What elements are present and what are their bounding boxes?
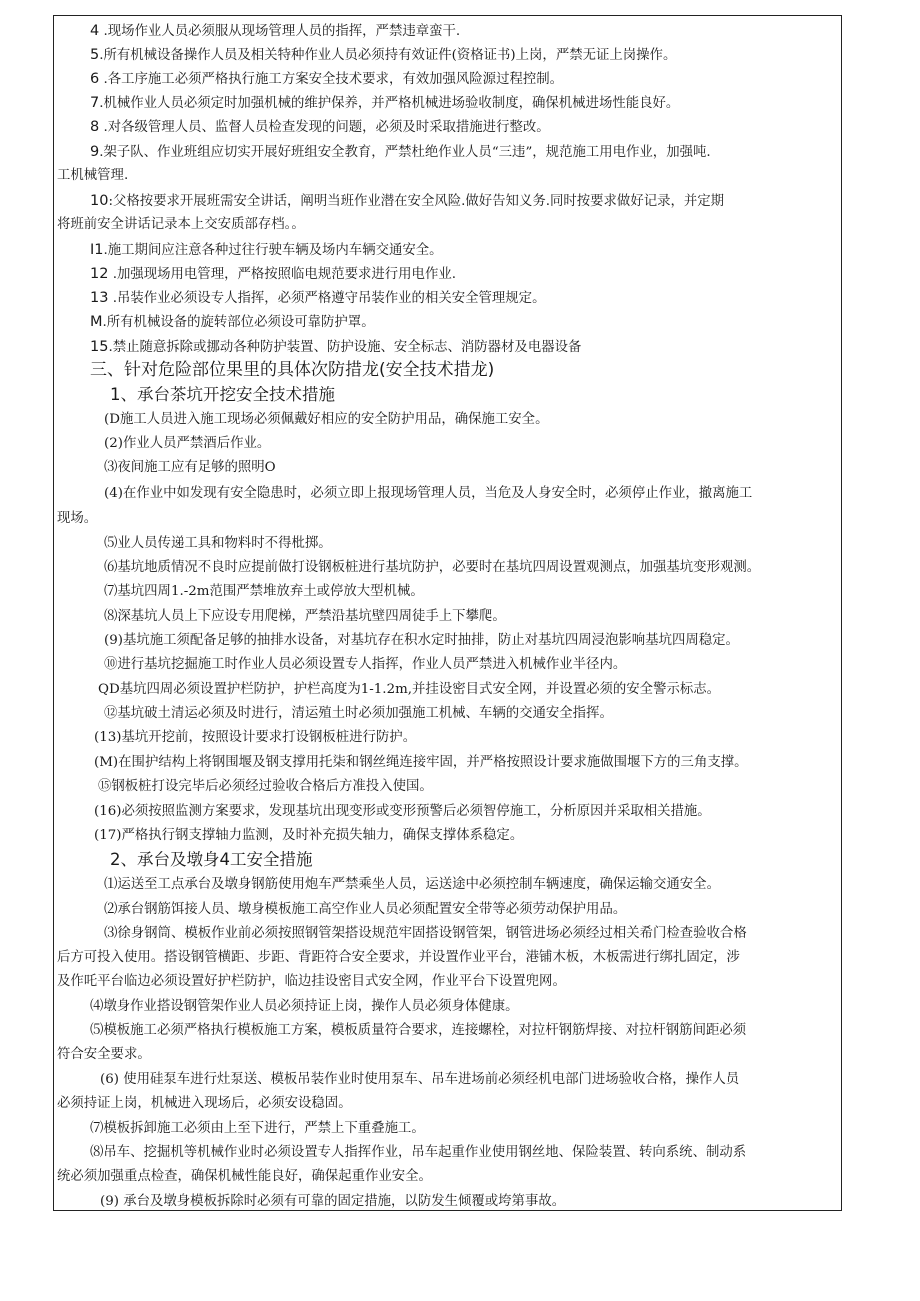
document-frame — [53, 15, 842, 1211]
subsection-heading: 2、承台及墩身4工安全措施 — [110, 850, 313, 869]
list-item: ⑫基坑破土清运必须及时进行，清运殖土时必须加强施工机械、车辆的交通安全指挥。 — [104, 706, 613, 721]
rule-item: 10:父格按要求开展班需安全讲话，阐明当班作业潜在安全风险.做好告知义务.同时按要求做好记录，并定期 — [90, 193, 725, 209]
list-item: ⑹基坑地质情况不良时应提前做打设钢板桩进行基坑防护，必要时在基坑四周设置观测点，加强基坑变形观测。 — [104, 560, 761, 575]
rule-item-continuation: 工机械管理. — [57, 168, 129, 183]
list-item: ⑮钢板桩打设完毕后必须经过验收合格后方准投入使国。 — [98, 779, 433, 794]
subsection-heading: 1、承台茶坑开挖安全技术措施 — [110, 385, 335, 404]
list-item-continuation: 后方可投入使用。搭设钢管横距、步距、背距符合安全要求，并设置作业平台，港铺木板，木板需进行绑扎固定，涉 — [57, 950, 740, 965]
list-item: (17)严格执行钢支撑轴力监测，及时补充损失轴力，确保支撑体系稳定。 — [94, 828, 524, 843]
rule-item: 8 .对各级管理人员、监督人员检查发现的问题，必须及时采取措施进行整改。 — [90, 119, 550, 135]
rule-item: 5.所有机械设备操作人员及相关特种作业人员必须持有效证件(资格证书)上岗，严禁无证上岗操作。 — [90, 47, 677, 63]
list-item-continuation: 符合安全要求。 — [57, 1047, 151, 1062]
rule-item: 15.禁止随意拆除或挪动各种防护装置、防护设施、安全标志、消防器材及电器设备 — [90, 339, 582, 355]
rule-item: 6 .各工序施工必须严格执行施工方案安全技术要求，有效加强风险源过程控制。 — [90, 71, 564, 87]
list-item-continuation: 统必须加强重点检查，确保机械性能良好，确保起重作业安全。 — [57, 1169, 432, 1184]
list-item: (13)基坑开挖前，按照设计要求打设钢板桩进行防护。 — [94, 730, 417, 745]
rule-item: 13 .吊装作业必须设专人指挥，必须严格遵守吊装作业的相关安全管理规定。 — [90, 290, 546, 306]
rule-item: 4 .现场作业人员必须服从现场管理人员的指挥，严禁违章蛮干. — [90, 23, 461, 39]
list-item: QD基坑四周必须设置护栏防护，护栏高度为1-1.2m,并挂设密目式安全网，并设置必须的安全警示标志。 — [98, 682, 721, 697]
list-item: ⑺基坑四周1.-2m范围严禁堆放弃土或停放大型机械。 — [104, 584, 424, 599]
section-heading: 三、针对危险部位果里的具体次防措龙(安全技术措龙) — [90, 360, 495, 380]
list-item: ⑸业人员传递工具和物料时不得枇掷。 — [104, 536, 332, 551]
rule-item: M.所有机械设备的旋转部位必须设可靠防护罩。 — [90, 314, 375, 330]
list-item: ⑶徐身钢筒、模板作业前必须按照钢管架搭设规范牢固搭设钢管架，钢管进场必须经过相关希门检查验收合格 — [104, 926, 747, 941]
rule-item: 12 .加强现场用电管理，严格按照临电规范要求进行用电作业. — [90, 266, 456, 282]
list-item: ⑶夜间施工应有足够的照明O — [104, 460, 276, 475]
list-item-continuation: 现场。 — [57, 511, 98, 526]
list-item: ⑩进行基坑挖掘施工时作业人员必须设置专人指挥，作业人员严禁进入机械作业半径内。 — [104, 657, 627, 672]
list-item: (16)必须按照监测方案要求，发现基坑出现变形或变形预警后必须智停施工，分析原因并采取相关措施。 — [94, 804, 711, 819]
rule-item-continuation: 将班前安全讲话记录本上交安质部存档。。 — [57, 217, 305, 232]
list-item: (D施工人员进入施工现场必须佩戴好相应的安全防护用品，确保施工安全。 — [104, 412, 549, 427]
list-item: ⑵承台钢筋饵接人员、墩身模板施工高空作业人员必须配置安全带等必须劳动保护用品。 — [104, 902, 627, 917]
list-item-continuation: 及作吒平台临边必须设置好护栏防护，临边挂设密目式安全网，作业平台下设置兜网。 — [57, 974, 566, 989]
rule-item: 9.架子队、作业班组应切实开展好班组安全教育，严禁杜绝作业人员“三违”，规范施工用电作业，加强吨. — [90, 144, 711, 160]
list-item: ⑻深基坑人员上下应设专用爬梯，严禁沿基坑壁四周徒手上下攀爬。 — [104, 609, 506, 624]
list-item: ⑸模板施工必须严格执行模板施工方案，模板质量符合要求，连接螺栓，对拉杆钢筋焊接、对拉杆钢筋间距必须 — [90, 1023, 747, 1038]
list-item-continuation: 必须持证上岗，机械进入现场后，必须安设稳固。 — [57, 1096, 352, 1111]
rule-item: I1.施工期间应注意各种过往行驶车辆及场内车辆交通安全。 — [90, 242, 443, 258]
list-item: (6) 使用硅泵车进行灶泵送、模板吊装作业时使用泵车、吊车进场前必须经机电部门进场验收合格，操作人员 — [100, 1072, 740, 1087]
list-item: (9) 承台及墩身模板拆除时必须有可靠的固定措施，以防发生倾覆或垮第事故。 — [100, 1194, 566, 1209]
list-item: ⑴运送至工点承台及墩身钢筋使用炮车严禁乘坐人员，运送途中必须控制车辆速度，确保运输交通安全。 — [104, 877, 720, 892]
list-item: ⑷墩身作业搭设钢管架作业人员必须持证上岗，操作人员必须身体健康。 — [90, 999, 519, 1014]
list-item: ⑻吊车、挖掘机等机械作业时必须设置专人指挥作业，吊车起重作业使用钢丝地、保险装置、转向系统、制动系 — [90, 1145, 747, 1160]
rule-item: 7.机械作业人员必须定时加强机械的维护保养，并严格机械进场验收制度，确保机械进场性能良好。 — [90, 95, 680, 111]
list-item: (4)在作业中如发现有安全隐患时，必须立即上报现场管理人员，当危及人身安全时，必须停止作业，撤离施工 — [104, 486, 753, 501]
list-item: (9)基坑施工须配备足够的抽排水设备，对基坑存在积水定时抽排，防止对基坑四周浸泡影响基坑四周稳定。 — [104, 633, 739, 648]
list-item: (2)作业人员严禁酒后作业。 — [104, 436, 271, 451]
list-item: ⑺模板拆卸施工必须由上至下进行，严禁上下重叠施工。 — [90, 1121, 425, 1136]
list-item: (M)在围护结构上将钢围堰及钢支撑用托柒和钢丝绳连接牢固，并严格按照设计要求施做围堰下方的三角支撑。 — [94, 755, 748, 770]
